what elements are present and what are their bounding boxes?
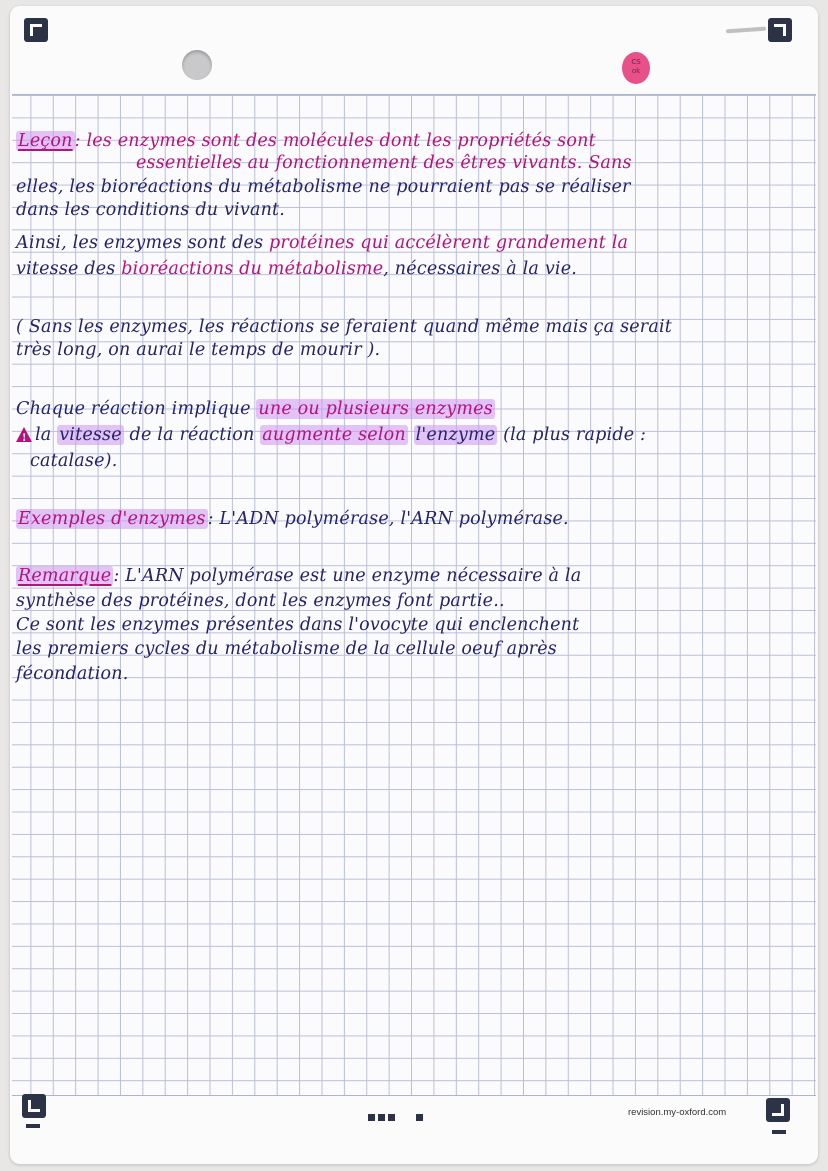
- note-text: : L'ADN polymérase, l'ARN polymérase.: [207, 509, 569, 529]
- note-line-7: ( Sans les enzymes, les réactions se feraient quand même mais ça serait: [16, 317, 673, 337]
- corner-tick-bottom-right: [772, 1130, 786, 1134]
- marker-square: [416, 1114, 423, 1121]
- note-line-11: catalase).: [30, 451, 118, 471]
- page-markers: [368, 1106, 426, 1125]
- note-line-15: Ce sont les enzymes présentes dans l'ovocyte qui enclenchent: [16, 615, 580, 635]
- note-line-5: [16, 232, 628, 254]
- note-text: une ou plusieurs enzymes: [258, 399, 493, 419]
- note-text: bioréactions du métabolisme: [121, 259, 384, 279]
- note-text: : L'ARN polymérase est une enzyme nécessaire à la: [113, 566, 582, 586]
- marker-square: [378, 1114, 385, 1121]
- note-text: , nécessaires à la vie.: [383, 259, 578, 279]
- note-line-8: très long, on aurai le temps de mourir ).: [16, 340, 381, 360]
- note-text: Ainsi, les enzymes sont des: [16, 233, 270, 253]
- note-text: : les enzymes sont des: [74, 131, 283, 151]
- note-line-9: [16, 398, 495, 420]
- note-text: dont les propriétés sont: [373, 131, 596, 151]
- note-text: vitesse des: [16, 259, 122, 279]
- note-text: Exemples d'enzymes: [18, 509, 206, 529]
- pink-sticker: [622, 52, 650, 84]
- corner-logo-top-right-icon: [768, 18, 792, 42]
- note-text: augmente selon: [262, 425, 406, 445]
- marker-square: [368, 1114, 375, 1121]
- note-line-16: les premiers cycles du métabolisme de la cellule oeuf après: [16, 639, 557, 659]
- note-line-13: [16, 565, 581, 587]
- note-text: molécules: [282, 131, 374, 151]
- note-line-3: elles, les bioréactions du métabolisme ne pourraient pas se réaliser: [16, 177, 631, 197]
- footer-site-url: revision.my-oxford.com: [628, 1107, 727, 1118]
- marker-square: [388, 1114, 395, 1121]
- note-text: l'enzyme: [415, 425, 496, 445]
- note-line-14: synthèse des protéines, dont les enzymes font partie..: [16, 591, 505, 611]
- note-line-4: dans les conditions du vivant.: [16, 200, 286, 220]
- sticker-text-2: ok: [631, 67, 641, 75]
- note-text: (la plus rapide :: [497, 425, 647, 445]
- note-line-1: [16, 130, 596, 152]
- warning-icon: [16, 427, 32, 442]
- note-line-12: [16, 508, 569, 530]
- corner-logo-top-left-icon: [24, 18, 48, 42]
- corner-tick-bottom-left: [26, 1124, 40, 1128]
- note-text: protéines qui accélèrent grandement la: [269, 233, 629, 253]
- lesson-label: Leçon: [18, 131, 73, 151]
- note-text: [408, 425, 414, 445]
- remark-label: Remarque: [18, 566, 112, 586]
- note-line-10: [16, 424, 646, 446]
- note-text: la: [35, 425, 58, 445]
- note-line-6: [16, 258, 577, 280]
- punch-hole: [182, 50, 212, 80]
- note-line-17: fécondation.: [16, 664, 129, 684]
- corner-logo-bottom-left-icon: [22, 1094, 46, 1118]
- sticker-text-1: CS: [631, 58, 641, 66]
- note-text: de la réaction: [123, 425, 261, 445]
- note-text: Chaque réaction implique: [16, 399, 257, 419]
- note-line-2: essentielles au fonctionnement des êtres vivants. Sans: [136, 153, 632, 173]
- note-text: vitesse: [59, 425, 122, 445]
- corner-logo-bottom-right-icon: [766, 1098, 790, 1122]
